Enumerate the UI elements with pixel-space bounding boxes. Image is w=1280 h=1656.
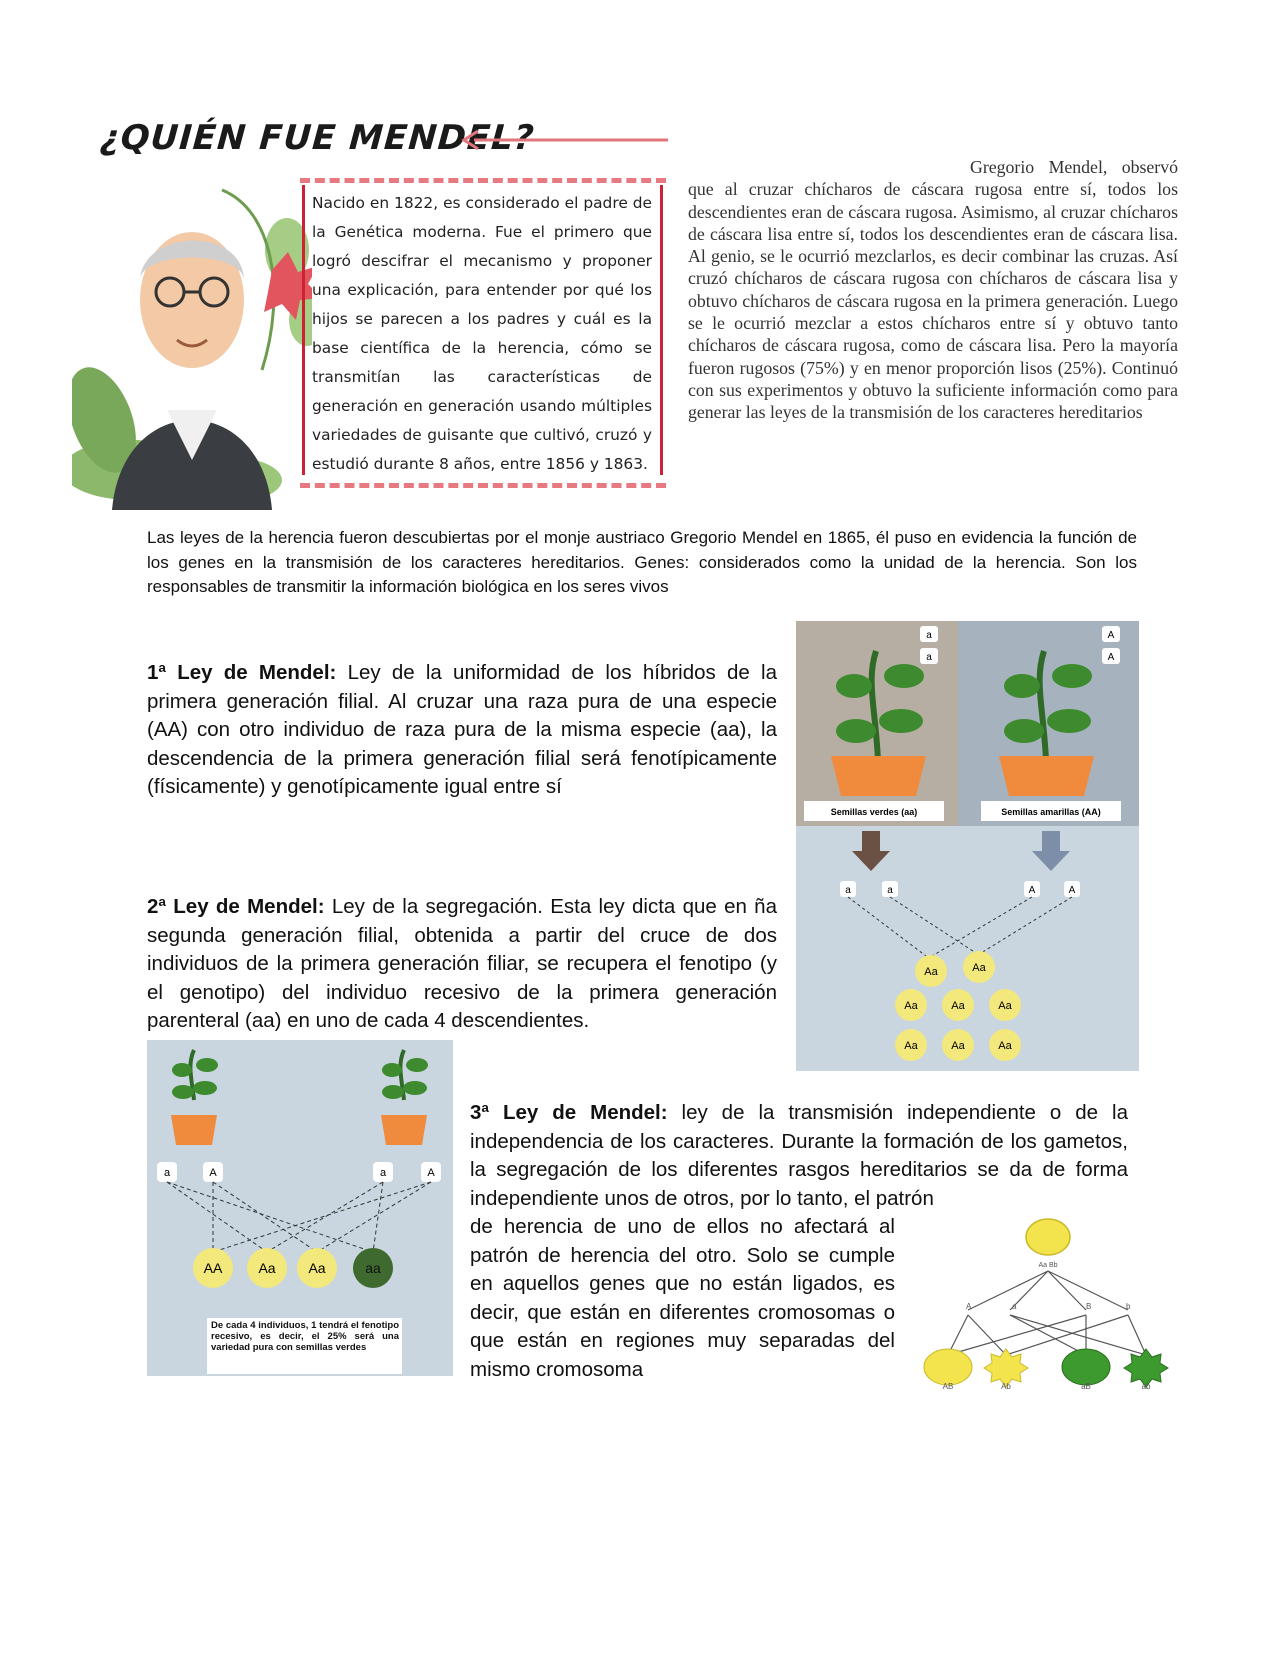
- gamete-tag: a: [887, 885, 893, 896]
- bio-box-right-bar: [660, 185, 663, 475]
- genotype-circle: Aa: [904, 1040, 918, 1052]
- genotype-circle: Aa: [258, 1260, 276, 1276]
- offspring-label: aB: [1081, 1382, 1091, 1390]
- allele-tag: a: [926, 652, 932, 663]
- genotype-circle: Aa: [972, 962, 986, 974]
- law-1: [147, 659, 777, 802]
- offspring-label: Ab: [1001, 1382, 1011, 1390]
- law-2-heading: 2ª Ley de Mendel:: [147, 895, 325, 918]
- law-3-text-a: ley de la transmisión independiente o de la independencia de los caracteres. Durante la formación de los gametos, la segregación de los diferentes rasgos hereditarios se da de forma independiente unos de otros, por lo tanto, el patrón: [470, 1101, 1128, 1210]
- genotype-circle: Aa: [998, 1000, 1012, 1012]
- genotype-circle: Aa: [308, 1260, 326, 1276]
- genotype-circle: Aa: [951, 1040, 965, 1052]
- gamete-tag: A: [1068, 885, 1076, 896]
- allele-tag: A: [1107, 652, 1115, 663]
- genotype-circle: Aa: [951, 1000, 965, 1012]
- allele-tag: a: [163, 1167, 171, 1179]
- gamete-tag: A: [1028, 885, 1036, 896]
- law-1-text: Ley de la uniformidad de los híbridos de la primera generación filial. Al cruzar una raza pura de una especie (AA) con otro individuo de raza pura de la misma especie (aa), la descendencia de la primera generación filial será fenotípicamente (físicamente) y genotípicamente igual entre sí: [147, 661, 777, 798]
- gamete-label: A: [966, 1302, 972, 1311]
- allele-tag: A: [427, 1167, 435, 1179]
- offspring-label: AB: [942, 1382, 954, 1390]
- law-1-heading: 1ª Ley de Mendel:: [147, 661, 337, 684]
- arrow-left-icon: [460, 128, 670, 152]
- gamete-label: b: [1126, 1302, 1131, 1311]
- green-seeds-label: Semillas verdes (aa): [830, 807, 918, 817]
- third-law-figure: [918, 1215, 1178, 1390]
- allele-tag: A: [1107, 630, 1115, 641]
- intro-paragraph: Las leyes de la herencia fueron descubiertas por el monje austriaco Gregorio Mendel en 1865, él puso en evidencia la función de los genes en la transmisión de los caracteres hereditarios. Genes: considerados como la unidad de la herencia. Son los responsables de transmitir la información biológica en los seres vivos: [147, 528, 1137, 596]
- first-law-figure: [796, 621, 1139, 1071]
- genotype-circle: Aa: [904, 1000, 918, 1012]
- page-title: ¿QUIÉN FUE MENDEL?: [98, 118, 537, 158]
- gamete-label: a: [1012, 1302, 1017, 1311]
- law-3: [470, 1099, 1128, 1213]
- law-3-heading: 3ª Ley de Mendel:: [470, 1101, 668, 1124]
- offspring-label: ab: [1141, 1382, 1151, 1390]
- allele-tag: A: [209, 1167, 217, 1179]
- mendel-portrait-illustration: [72, 170, 312, 510]
- second-law-figure: [147, 1040, 453, 1376]
- gamete-label: B: [1086, 1302, 1092, 1311]
- gamete-tag: a: [845, 885, 851, 896]
- recessive-note: De cada 4 individuos, 1 tendrá el fenotipo recesivo, es decir, el 25% será una variedad pura con semillas verdes: [211, 1320, 399, 1353]
- law-2-text: Ley de la segregación. Esta ley dicta que en ña segunda generación filial, obtenida a partir del cruce de dos individuos de la primera generación filiar, se recupera el fenotipo (y el genotipo) del individuo recesivo de la primera generación parenteral (aa) en uno de cada 4 descendientes.: [147, 895, 777, 1032]
- genotype-circle: Aa: [998, 1040, 1012, 1052]
- genotype-circle: aa: [365, 1260, 381, 1276]
- parent-genotype-label: Aa Bb: [1038, 1262, 1058, 1269]
- bio-text: Nacido en 1822, es considerado el padre de la Genética moderna. Fue el primero que logró descifrar el mecanismo y proponer una explicación, para entender por qué los hijos se parecen a los padres y cuál es la base científica de la herencia, cómo se transmitían las características de generación en generación usando múltiples variedades de guisante que cultivó, cruzó y estudió durante 8 años, entre 1856 y 1863.: [312, 194, 652, 473]
- bio-box-left-bar: [302, 185, 305, 475]
- genotype-circle: Aa: [924, 966, 938, 978]
- law-3-text-b: de herencia de uno de ellos no afectará al patrón de herencia del otro. Solo se cumple en aquellos genes que no están ligados, es decir, que están en diferentes cromosomas o que están en regiones muy separadas del mismo cromosoma: [470, 1215, 895, 1381]
- mendel-experiment-paragraph: Gregorio Mendel, observó que al cruzar chícharos de cáscara rugosa entre sí, todos los descendientes eran de cáscara rugosa. Asimismo, al cruzar chícharos de cáscara lisa entre sí, todos los descendientes eran de cáscara lisa. Al genio, se le ocurrió mezclarlos, es decir combinar las cruzas. Así cruzó chícharos de cáscara rugosa con chícharos de cáscara lisa y obtuvo chícharos de cáscara rugosa en la primera generación. Luego se le ocurrió mezclar a estos chícharos entre sí y obtuvo tanto chícharos de cáscara rugosa, como de cáscara lisa. Pero la mayoría fueron rugosos (75%) y en menor proporción lisos (25%). Continuó con sus experimentos y obtuvo la suficiente información como para generar las leyes de la transmisión de los caracteres hereditarios: [688, 157, 1178, 423]
- yellow-seeds-label: Semillas amarillas (AA): [1001, 807, 1101, 817]
- allele-tag: a: [379, 1167, 387, 1179]
- law-2: [147, 893, 777, 1036]
- genotype-circle: AA: [203, 1260, 223, 1276]
- allele-tag: a: [926, 630, 932, 641]
